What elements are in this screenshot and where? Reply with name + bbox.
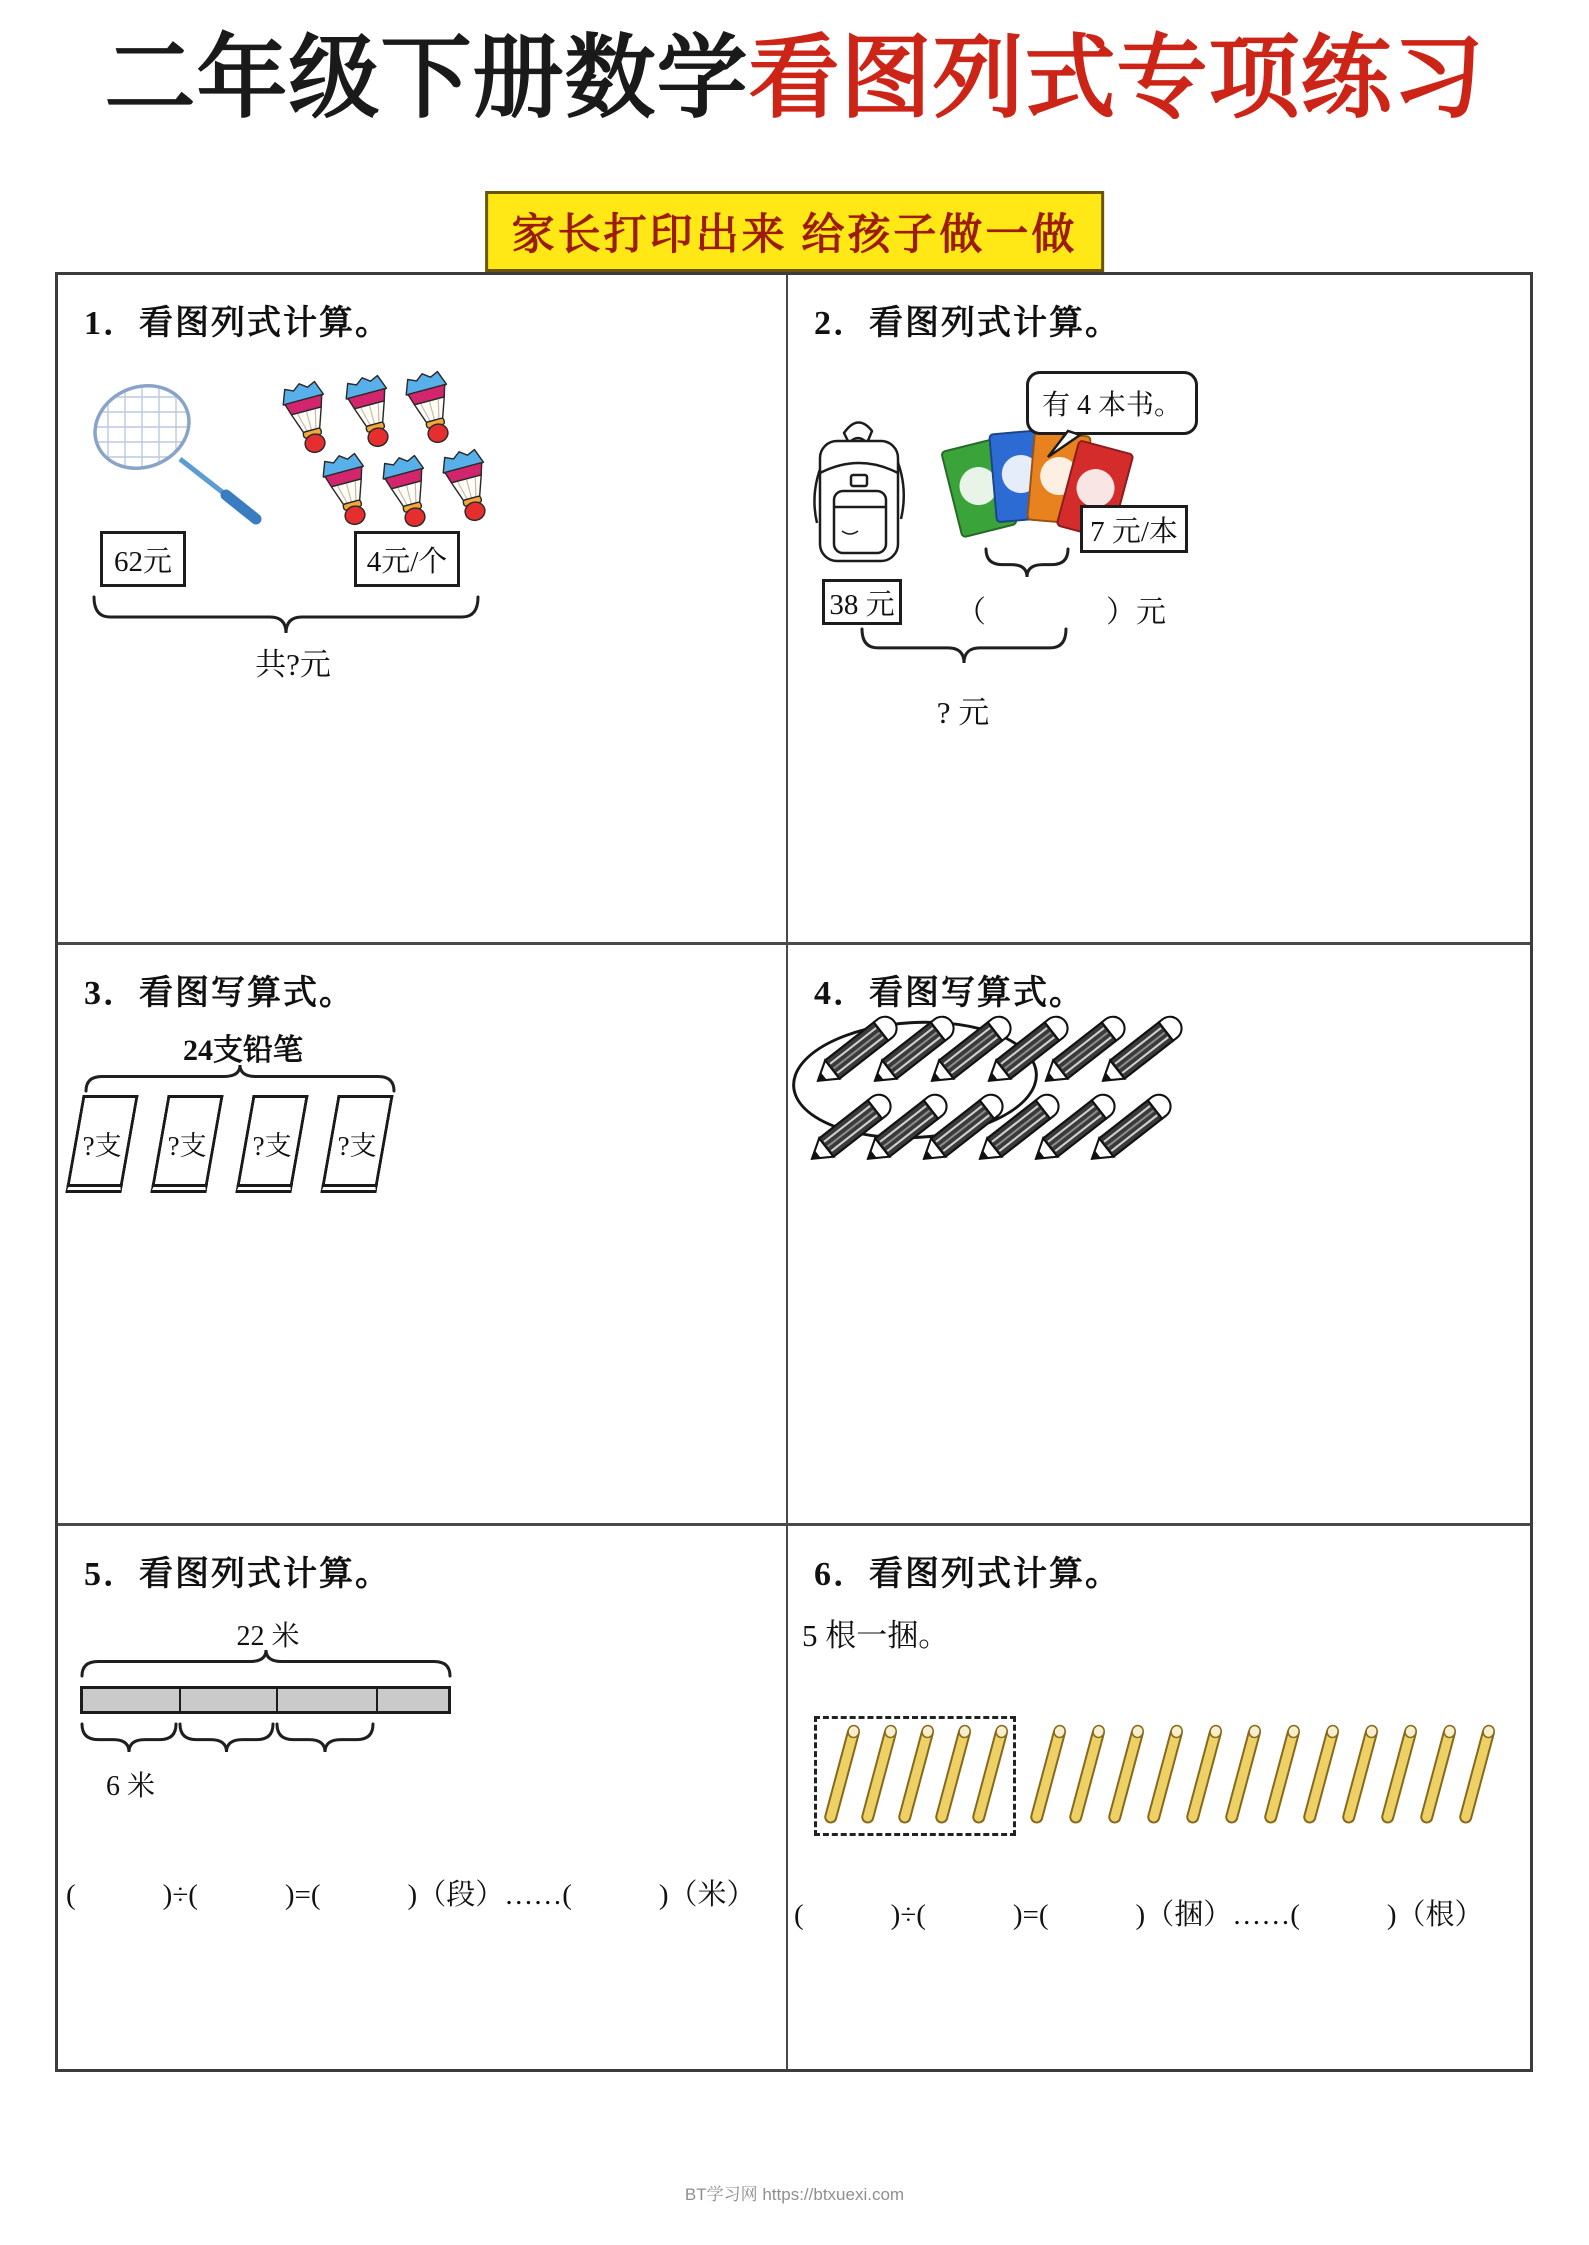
problem-6-heading: 6．看图列式计算。 [814, 1556, 1121, 1593]
bar-remainder-segment [378, 1689, 448, 1711]
stick-icon [896, 1722, 936, 1828]
grand-total-brace [860, 627, 1068, 665]
problem-2-cell [788, 275, 1530, 945]
bar-over-brace [80, 1648, 452, 1678]
notebook-box [65, 1095, 138, 1193]
problem-4-heading: 4．看图写算式。 [814, 975, 1085, 1012]
notebook-box [150, 1095, 223, 1193]
bar-segment [83, 1689, 181, 1711]
shuttle-price-box: 4元/个 [354, 531, 460, 587]
stick-icon [1067, 1722, 1107, 1828]
parent-note-banner: 家长打印出来 给孩子做一做 [485, 191, 1105, 272]
stick-icon [1223, 1722, 1263, 1828]
stick-icon [1106, 1722, 1146, 1828]
problem-3-heading: 3．看图写算式。 [84, 975, 355, 1012]
bundle-note: 5 根一捆。 [802, 1618, 950, 1653]
problem-6-cell [788, 1526, 1530, 2069]
segment-brace [178, 1722, 275, 1754]
problem-5-cell [58, 1526, 788, 2069]
stick-icon [1301, 1722, 1341, 1828]
total-label: 共?元 [255, 647, 331, 682]
stick-icon [1418, 1722, 1458, 1828]
segment-length-label: 6 米 [105, 1771, 155, 1802]
total-brace [92, 595, 480, 635]
division-equation: ( )÷( )=( )（段）……( )（米） [66, 1879, 756, 1911]
worksheet-table [55, 272, 1533, 2072]
speech-bubble: 有 4 本书。 [1026, 371, 1198, 435]
problem-3-cell [58, 945, 788, 1526]
division-equation: ( )÷( )=( )（捆）……( )（根） [794, 1899, 1484, 1931]
badminton-racket-icon [80, 375, 280, 530]
shuttlecock-icon [271, 373, 345, 461]
speech-bubble-tail [1046, 431, 1082, 459]
problem-2-heading: 2．看图列式计算。 [814, 305, 1121, 342]
stick-icon [1340, 1722, 1380, 1828]
page-title-black: 二年级下册数学 [104, 28, 749, 129]
notebook-count-label: ?支 [252, 1131, 292, 1161]
grand-total-label: ? 元 [936, 695, 990, 730]
stick-icon [1379, 1722, 1419, 1828]
problem-1-heading: 1．看图列式计算。 [84, 305, 391, 342]
problem-5-heading: 5．看图列式计算。 [84, 1556, 391, 1593]
book-unit-price-box: 7 元/本 [1080, 505, 1188, 553]
pencils-over-brace [84, 1063, 396, 1093]
segment-brace [80, 1722, 178, 1754]
notebook-count-label: ?支 [167, 1131, 207, 1161]
books-brace [984, 547, 1070, 579]
stick-icon [822, 1722, 862, 1828]
stick-icon [1145, 1722, 1185, 1828]
segment-brace [275, 1722, 375, 1754]
page-title [0, 30, 1589, 128]
stick-icon [970, 1722, 1010, 1828]
stick-icon [933, 1722, 973, 1828]
watermark-footer: BT学习网 https://btxuexi.com [684, 2185, 905, 2204]
page-title-red: 看图列式专项练习 [748, 28, 1485, 129]
problem-4-cell [788, 945, 1530, 1526]
bar-segment [181, 1689, 278, 1711]
length-bar [80, 1686, 451, 1714]
stick-icon [1028, 1722, 1068, 1828]
notebook-count-label: ?支 [337, 1131, 377, 1161]
stick-icon [1262, 1722, 1302, 1828]
bar-total-label: 22 米 [236, 1621, 300, 1652]
notebook-box [320, 1095, 393, 1193]
backpack-icon [804, 409, 914, 569]
shuttlecock-icon [311, 445, 385, 533]
backpack-price-box: 38 元 [822, 579, 902, 625]
pencil-total-label: 24支铅笔 [183, 1034, 303, 1067]
problem-1-cell [58, 275, 788, 945]
stick-icon [859, 1722, 899, 1828]
books-subtotal-label: （ ）元 [956, 596, 1166, 629]
bar-segment [278, 1689, 378, 1711]
notebook-box [235, 1095, 308, 1193]
racket-price-box: 62元 [100, 531, 186, 587]
notebook-count-label: ?支 [82, 1131, 122, 1161]
stick-icon [1184, 1722, 1224, 1828]
stick-icon [1457, 1722, 1497, 1828]
